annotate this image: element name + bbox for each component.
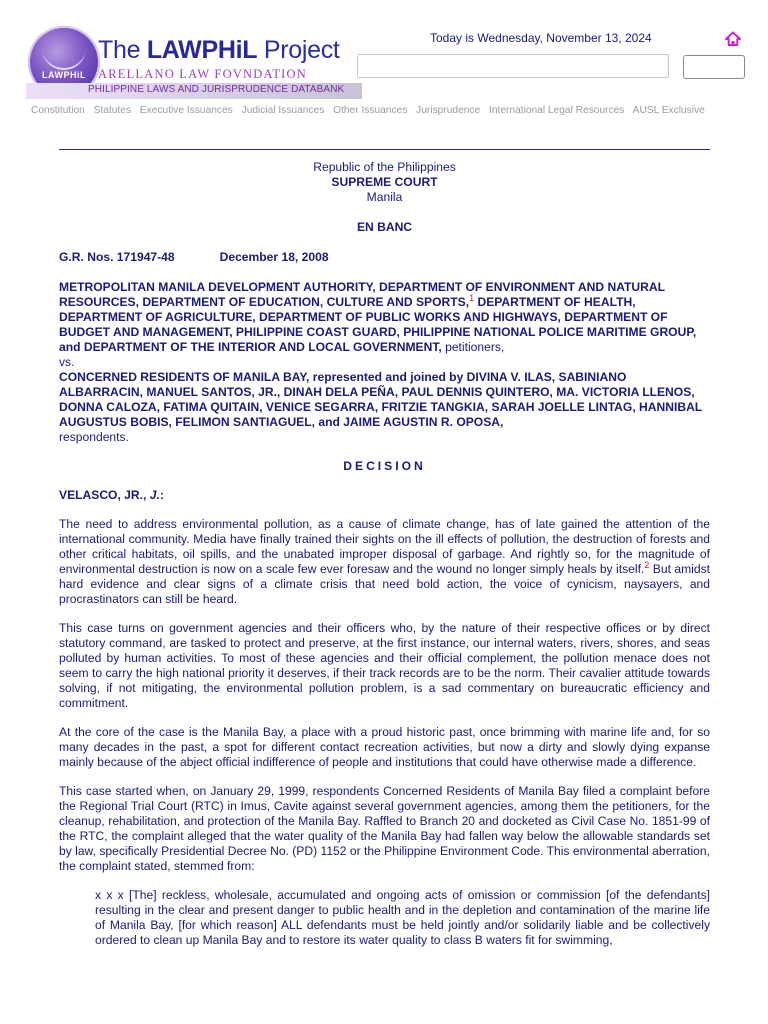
nav-other-issuances[interactable]: Other Issuances — [333, 105, 408, 116]
paragraph-3: At the core of the case is the Manila Bay, a place with a proud historic past, once brimming with marine life and, for so many decades in the past, a spot for different contact recreation activities, but now a dirty and slowly dying expanse mainly because of the abject official indifference of people and institutions that could have otherwise made a difference. — [59, 725, 710, 769]
respondents-label: respondents. — [59, 430, 129, 444]
logo-title-brand: LAWPHiL — [146, 36, 258, 64]
logo-band — [26, 83, 362, 99]
logo-title-prefix: The — [98, 36, 147, 64]
paragraph-4: This case started when, on January 29, 1999, respondents Concerned Residents of Manila Bay filed a complaint before the Regional Trial Court (RTC) in Imus, Cavite against several government agencies, among them the petitioners, for the cleanup, rehabilitation, and protection of the Manila Bay. Raffled to Branch 20 and docketed as Civil Case No. 1851-99 of the RTC, the complaint alleged that the water quality of the Manila Bay had fallen way below the allowable standards set by law, specifically Presidential Decree No. (PD) 1152 or the Philippine Environment Code. This environmental aberration, the complaint stated, stemmed from: — [59, 784, 710, 873]
division-label: EN BANC — [356, 220, 413, 234]
country-name: Republic of the Philippines — [313, 160, 456, 174]
gr-number: G.R. Nos. 171947-48 — [59, 250, 175, 264]
decision-heading: DECISION — [343, 459, 426, 473]
decision-date: December 18, 2008 — [219, 250, 329, 264]
nav-statutes[interactable]: Statutes — [93, 105, 132, 116]
nav-judicial-issuances[interactable]: Judicial Issuances — [241, 105, 325, 116]
block-quote: x x x [The] reckless, wholesale, accumulated and ongoing acts of omission or commission [of the defendants] resulting in the clear and present danger to public health and in the depletion and contamination of the marine life of Manila Bay, [for which reason] ALL defendants must be held jointly and/or solidarily liable and be collectively ordered to clean up Manila Bay and to restore its water quality to class B waters fit for swimming, — [95, 888, 710, 947]
decision-document — [59, 160, 710, 948]
header-divider — [59, 149, 710, 150]
today-date: Today is Wednesday, November 13, 2024 — [430, 31, 652, 45]
search-button[interactable] — [683, 55, 745, 79]
search-input[interactable] — [357, 54, 669, 78]
lawphil-logo[interactable] — [26, 26, 362, 102]
logo-title — [98, 36, 340, 65]
logo-title-suffix: Project — [257, 36, 340, 64]
nav-executive-issuances[interactable]: Executive Issuances — [139, 105, 233, 116]
nav-ausl-exclusive[interactable]: AUSL Exclusive — [632, 105, 705, 116]
petitioners-label: petitioners, — [441, 340, 505, 354]
respondents-names: CONCERNED RESIDENTS OF MANILA BAY, represented and joined by DIVINA V. ILAS, SABINIANO ALBARRACIN, MANUEL SANTOS, JR., DINAH DELA PEÑA, PAUL DENNIS QUINTERO, MA. VICTORIA LLENOS, DONNA CALOZA, FATIMA QUITAIN, VENICE SEGARRA, FRITZIE TANGKIA, SARAH JOELLE LINTAG, HANNIBAL AUGUSTUS BOBIS, FELIMON SANTIAGUEL, and JAIME AGUSTIN R. OPOSA, — [59, 370, 702, 429]
ponente-colon: : — [159, 488, 164, 502]
seal-text: LAWPHiL — [42, 70, 86, 80]
footnote-2-link[interactable]: 2 — [644, 559, 650, 570]
logo-subtitle: ARELLANO LAW FOVNDATION — [98, 67, 307, 81]
ponente-line — [59, 488, 710, 503]
nav-constitution[interactable]: Constitution — [31, 105, 85, 116]
footnote-1-link[interactable]: 1 — [469, 292, 475, 303]
petitioners-names-a: METROPOLITAN MANILA DEVELOPMENT AUTHORITY, DEPARTMENT OF ENVIRONMENT AND NATURAL RESOURCES, DEPARTMENT OF EDUCATION, CULTURE AND SPORTS, — [59, 280, 665, 309]
court-city: Manila — [366, 190, 403, 204]
paragraph-1 — [59, 517, 710, 607]
paragraph-1-text-b: But amidst hard evidence and clear signs of a climate crisis that need bold action, the voice of cynicism, naysayers, and procrastinators can still be heard. — [59, 562, 711, 606]
petitioners-names-b: DEPARTMENT OF HEALTH, DEPARTMENT OF AGRICULTURE, DEPARTMENT OF PUBLIC WORKS AND HIGHWAYS, DEPARTMENT OF BUDGET AND MANAGEMENT, PHILIPPINE COAST GUARD, PHILIPPINE NATIONAL POLICE MARITIME GROUP, and DEPARTMENT OF THE INTERIOR AND LOCAL GOVERNMENT, — [59, 295, 697, 354]
main-nav — [31, 105, 711, 116]
versus-label: vs. — [59, 355, 75, 369]
nav-jurisprudence[interactable]: Jurisprudence — [416, 105, 481, 116]
site-header — [0, 0, 768, 130]
nav-international-legal-resources[interactable]: International Legal Resources — [489, 105, 625, 116]
logo-band-text: PHILIPPINE LAWS AND JURISPRUDENCE DATABANK — [88, 84, 345, 95]
paragraph-1-text-a: The need to address environmental pollution, as a cause of climate change, has of late gained the attention of the international community. Media have finally trained their sights on the ill effects of pollution, the destruction of forests and other critical habitats, oil spills, and the unabated improper disposal of garbage. And rightly so, for the magnitude of environmental destruction is now on a scale few ever foresaw and the wound no longer simply heals by itself. — [59, 517, 710, 576]
ponente-name: VELASCO, JR., — [59, 488, 150, 502]
case-number-line — [59, 250, 710, 265]
scales-of-justice-icon — [42, 38, 86, 70]
court-name: SUPREME COURT — [331, 175, 438, 189]
ponente-title: J. — [149, 488, 160, 502]
court-caption — [59, 160, 710, 205]
paragraph-2: This case turns on government agencies and their officers who, by the nature of their respective offices or by direct statutory command, are tasked to protect and preserve, at the first instance, our internal waters, rivers, shores, and seas polluted by human activities. To most of these agencies and their official complement, the pollution menace does not seem to carry the high national priority it deserves, if their track records are to be the norm. Their cavalier attitude towards solving, if not mitigating, the environmental pollution problem, is a sad commentary on bureaucratic efficiency and commitment. — [59, 621, 710, 710]
home-icon[interactable] — [725, 31, 741, 47]
case-parties — [59, 280, 710, 445]
